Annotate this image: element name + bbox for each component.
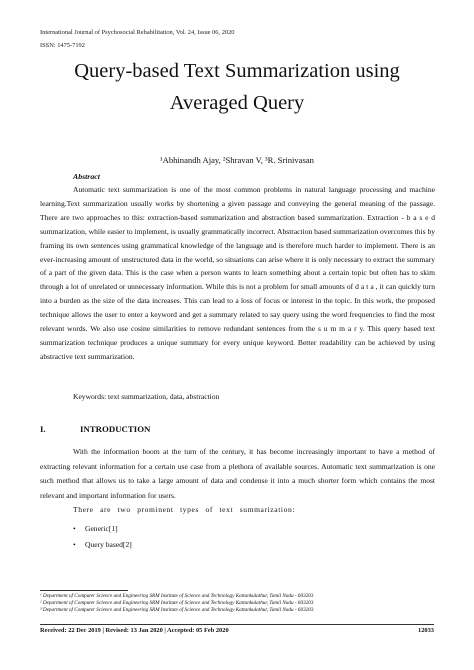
abstract-paragraph: Automatic text summarization is one of the most common problems in natural language processing and machine learning.Text summarization usually works by shortening a given passage and conveying the general meaning of the passage. There are two approaches to this: extraction-based summarization and abstraction based summarization. Extraction - b a s e d summarization, while easier to implement, is usually grammatically incorrect. Abstraction based summarization overcomes this by framing its own sentences using grammatical knowledge of the language and is therefore much harder to implement. There is an ever-increasing amount of unstructured data in the world, so situations can arise where it is only necessary to extract the summary of a part of the given data. This is the case when a person wants to learn something about a certain topic but often has to skim through a lot of unrelated or unnecessary information. While this is not a problem for small amounts of d a t a , it can quickly turn into a burden as the size of the data increases. This can lead to a loss of focus or interest in the topic. In this work, the proposed technique allows the user to enter a keyword and get a summary related to say query using the word frequencies to find the most relevant words. We also use cosine similarities to remove redundant sentences from the s u m m a r y. This query based text summarization technique produces a unique summary for every unique keyword. Better readability can be achieved by using abstractive text summarization. (40, 185, 435, 361)
abstract-heading: Abstract (73, 172, 100, 181)
footer-divider (40, 624, 434, 625)
issn-line: ISSN: 1475-7192 (40, 42, 85, 49)
footnote: ³ Department of Computer Science and Engineering SRM Institute of Science and Technology Kattankulathur, Tamil Nadu - 603203 (40, 607, 314, 613)
section-title: INTRODUCTION (80, 424, 151, 434)
introduction-body (40, 445, 435, 503)
footnote: ² Department of Computer Science and Engineering SRM Institute of Science and Technology Kattankulathur, Tamil Nadu - 603203 (40, 600, 314, 606)
list-item (73, 537, 132, 553)
submission-dates: Received: 22 Dec 2019 | Revised: 13 Jan 2020 | Accepted: 05 Feb 2020 (40, 627, 229, 634)
journal-header: International Journal of Psychosocial Rehabilitation, Vol. 24, Issue 06, 2020 (40, 29, 235, 36)
list-item (73, 521, 132, 537)
footnotes (40, 593, 313, 614)
types-sentence: There are two prominent types of text summarization: (73, 505, 296, 514)
keywords-line: Keywords: text summarization, data, abstraction (73, 392, 220, 401)
footnote-divider (40, 590, 128, 591)
section-heading (40, 424, 150, 434)
section-number: I. (40, 424, 46, 434)
footnote: ¹ Department of Computer Science and Engineering SRM Institute of Science and Technology Kattankulathur, Tamil Nadu - 603203 (40, 593, 314, 599)
author-list: ¹Abhinandh Ajay, ²Shravan V, ³R. Srinivasan (160, 155, 314, 165)
list-item-label: Generic[1] (85, 524, 118, 533)
paper-title-line-2: Averaged Query (169, 92, 305, 114)
list-item-label: Query based[2] (85, 540, 132, 549)
bullet-icon: • (73, 540, 76, 549)
page-footer (40, 627, 434, 634)
summarization-type-list (73, 521, 132, 553)
bullet-icon: • (73, 524, 76, 533)
page-number: 12033 (418, 627, 434, 634)
paper-title-line-1: Query-based Text Summarization using (74, 60, 400, 82)
abstract-body (40, 183, 435, 364)
introduction-paragraph: With the information boom at the turn of the century, it has become increasingly important to have a method of extracting relevant information for a certain use case from a plethora of available sources. Automatic text summarization is one such method that allows us to take a large amount of data and condense it into a much shorter form which contains the most relevant and important information for users. (40, 447, 435, 500)
